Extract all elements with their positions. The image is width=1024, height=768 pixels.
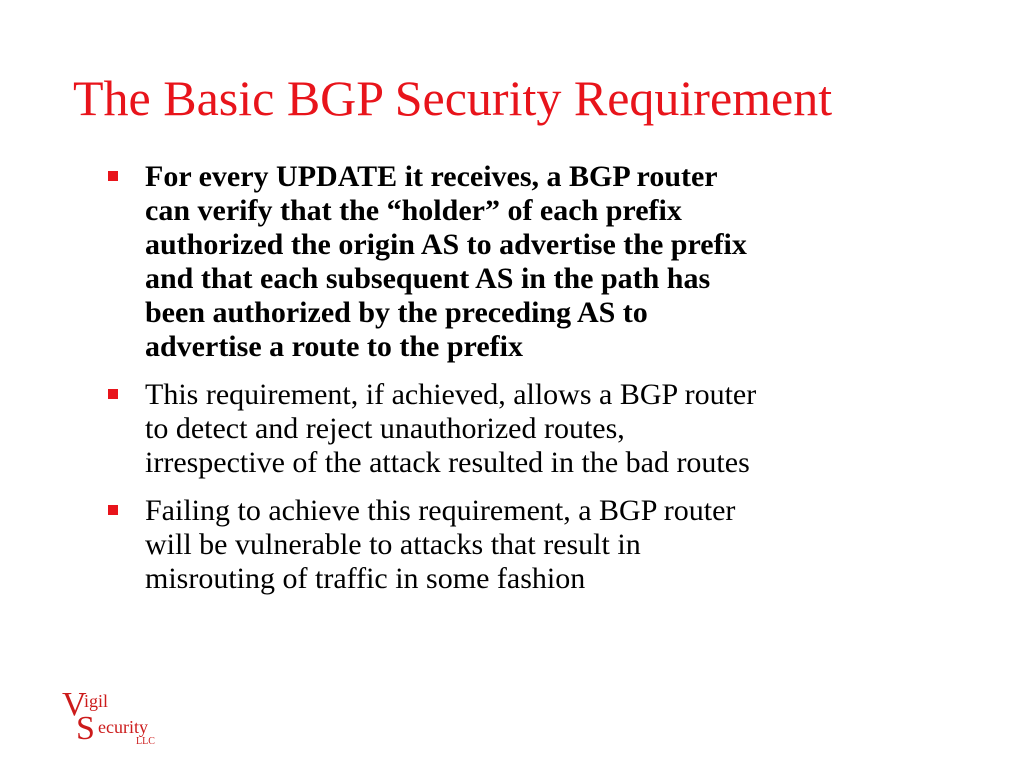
bullet-line: and that each subsequent AS in the path has: [145, 262, 711, 295]
square-bullet-icon: [108, 389, 118, 399]
bullet-line: authorized the origin AS to advertise the prefix: [145, 228, 747, 261]
bullet-line: can verify that the “holder” of each prefix: [145, 194, 682, 227]
bullet-line: For every UPDATE it receives, a BGP router: [145, 160, 718, 193]
bullet-text: [145, 378, 985, 480]
bullet-item: [105, 494, 985, 596]
bullet-line: will be vulnerable to attacks that result in: [145, 528, 641, 561]
logo-s-initial: S: [76, 710, 95, 747]
bullet-line: advertise a route to the prefix: [145, 330, 523, 363]
logo-llc: LLC: [136, 736, 155, 747]
bullet-line: to detect and reject unauthorized routes,: [145, 412, 625, 445]
bullet-list: [105, 160, 985, 610]
bullet-text: [145, 494, 985, 596]
logo-security-rest: ecurity: [98, 717, 148, 737]
bullet-item: [105, 378, 985, 480]
bullet-line: This requirement, if achieved, allows a BGP router: [145, 378, 757, 411]
vigil-security-logo: [62, 688, 182, 758]
bullet-line: Failing to achieve this requirement, a BGP router: [145, 494, 736, 527]
bullet-line: irrespective of the attack resulted in the bad routes: [145, 446, 750, 479]
logo-vigil-rest: igil: [84, 691, 109, 711]
bullet-line: been authorized by the preceding AS to: [145, 296, 648, 329]
slide-title: The Basic BGP Security Requirement: [73, 70, 833, 126]
bullet-line: misrouting of traffic in some fashion: [145, 562, 586, 595]
logo-v-initial: V: [62, 686, 87, 723]
bullet-item: [105, 160, 985, 364]
bullet-text: [145, 160, 985, 364]
square-bullet-icon: [108, 171, 118, 181]
square-bullet-icon: [108, 505, 118, 515]
